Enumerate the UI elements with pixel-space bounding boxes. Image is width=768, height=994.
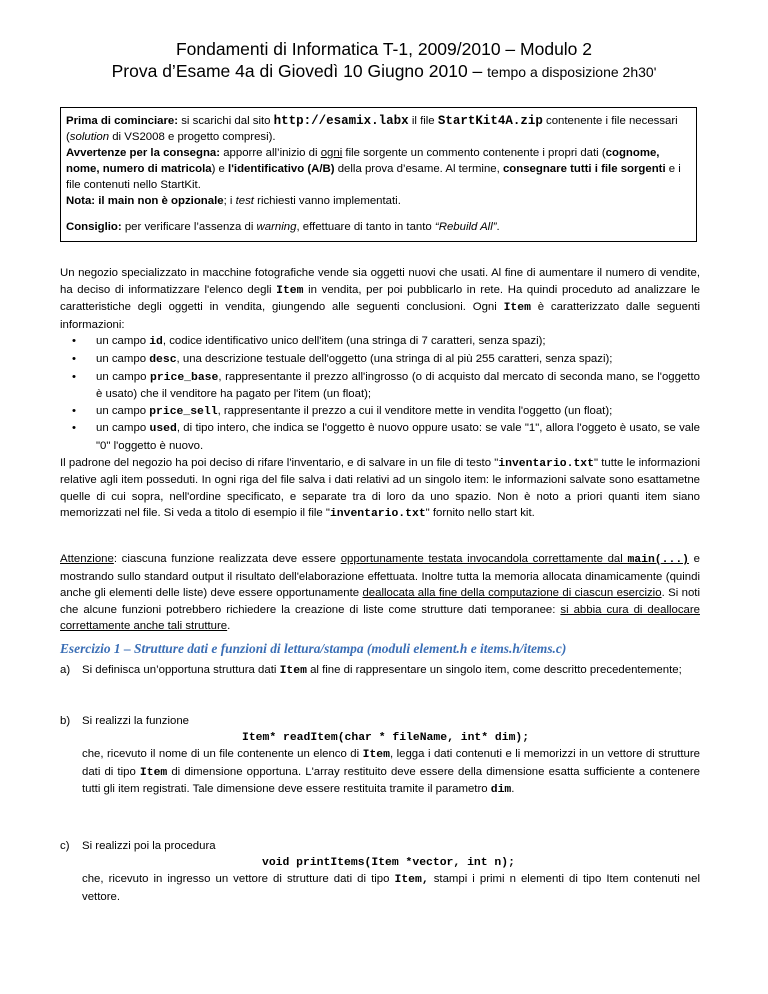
list-item: • un campo desc, una descrizione testuale dell'oggetto (una stringa di al più 255 caratteri, senza spazi); [60, 351, 700, 369]
exercise-heading: Esercizio 1 – Strutture dati e funzioni di lettura/stampa (moduli element.h e items.h/items.c) [60, 641, 567, 656]
page-title [0, 38, 768, 83]
list-item: • un campo price_base, rappresentante il prezzo all'ingrosso (o di acquisto dal mercato di seconda mano, se l'oggetto è usato) che il venditore ha pagato per l'item (un float); [60, 369, 700, 403]
printitems-signature: void printItems(Item *vector, int n); [262, 856, 515, 869]
intro-section [60, 265, 700, 523]
exercise-part-b: b) Si realizzi la funzione Item* readItem(char * fileName, int* dim); che, ricevuto il nome di un file contenente un elenco di Item, legga i dati contenuti e li memorizzi in un vettore di strutture dati di tipo Item di dimensione opportuna. L'array restituito deve essere della dimensione esatta sufficiente a contenere tutti gli item registrati. Tale dimensione deve essere restituita tramite il parametro dim. [60, 715, 700, 797]
inventory-paragraph: Il padrone del negozio ha poi deciso di rifare l'inventario, e di salvare in un file di testo "inventario.txt" tutte le informazioni relative agli item posseduti. In ogni riga del file salva i dati relativi ad un singolo item: le informazioni salvate sono esattametne quelle di cui sopra, nell'ordine specificato, e separate tra di loro da uno spazio. Non è noto a priori quanti item siano memorizzati nel file. Si veda a titolo di esempio il file "inventario.txt" fornito nello start kit. [60, 456, 700, 521]
title-time-limit: tempo a disposizione 2h30' [487, 64, 657, 80]
attention-paragraph: Attenzione: ciascuna funzione realizzata deve essere opportunamente testata invocandola correttamente dal main(...) e mostrando sullo standard output il risultato dell'elaborazione effettuata. Inoltre tutta la memoria allocata dinamicamente (quindi anche gli elementi delle liste) deve essere opportunamente deallocata alla fine della computazione di ciascun esercizio. Si noti che alcune funzioni potrebbero richiedere la creazione di liste come strutture dati temporanee: si abbia cura di deallocare correttamente anche tali strutture. [60, 553, 701, 633]
readitem-signature: Item* readItem(char * fileName, int* dim); [242, 731, 530, 744]
box-advice-paragraph: Consiglio: per verificare l’assenza di warning, effettuare di tanto in tanto “Rebuild All”. [66, 221, 500, 233]
list-item: • un campo id, codice identificativo unico dell'item (una stringa di 7 caratteri, senza spazi); [60, 333, 700, 351]
box-submission-paragraph: Avvertenze per la consegna: apporre all’inizio di ogni file sorgente un commento contenente i propri dati (cognome, nome, numero di matricola) e l'identificativo (A/B) della prova d’esame. Al termine, consegnare tutti i file sorgenti e i file contenuti nello StartKit. [66, 147, 681, 191]
list-item: • un campo used, di tipo intero, che indica se l'oggetto è nuovo oppure usato: se vale "1", allora l'oggeto è usato, se vale "0" l'oggetto è nuovo. [60, 420, 700, 454]
exercise-part-a: a) Si definisca un’opportuna struttura dati Item al fine di rappresentare un singolo item, come descritto precedentemente; [60, 664, 682, 677]
title-line-1: Fondamenti di Informatica T-1, 2009/2010 – Modulo 2 [175, 39, 593, 59]
list-item: • un campo price_sell, rappresentante il prezzo a cui il venditore mette in vendita l'oggetto (un float); [60, 403, 700, 421]
site-url: http://esamix.labx [273, 114, 409, 128]
exercise-part-c: c) Si realizzi poi la procedura void printItems(Item *vector, int n); che, ricevuto in ingresso un vettore di strutture dati di tipo Item, stampi i primi n elementi di tipo Item contenuti nel vettore. [60, 840, 700, 903]
box-note-paragraph: Nota: il main non è opzionale; i test richiesti vanno implementati. [66, 195, 401, 207]
title-line-2 [0, 60, 768, 83]
instructions-box [60, 107, 697, 242]
field-list [60, 333, 700, 454]
title-line-2-main: Prova d’Esame 4a di Giovedì 10 Giugno 2010 – [111, 61, 488, 81]
box-start-paragraph: Prima di cominciare: si scarichi dal sito http://esamix.labx il file StartKit4A.zip contenente i file necessari (solution di VS2008 e progetto compresi). [66, 114, 678, 143]
intro-paragraph: Un negozio specializzato in macchine fotografiche vende sia oggetti nuovi che usati. Al fine di aumentare il numero di vendite, ha deciso di informatizzare l'elenco degli Item in vendita, per poi pubblicarlo in rete. Ha quindi proceduto ad analizzare le caratteristiche degli oggetti in vendita, giungendo alle seguenti conclusioni. Ogni Item è caratterizzato dalle seguenti informazioni: [60, 267, 700, 331]
startkit-filename: StartKit4A.zip [437, 114, 543, 128]
